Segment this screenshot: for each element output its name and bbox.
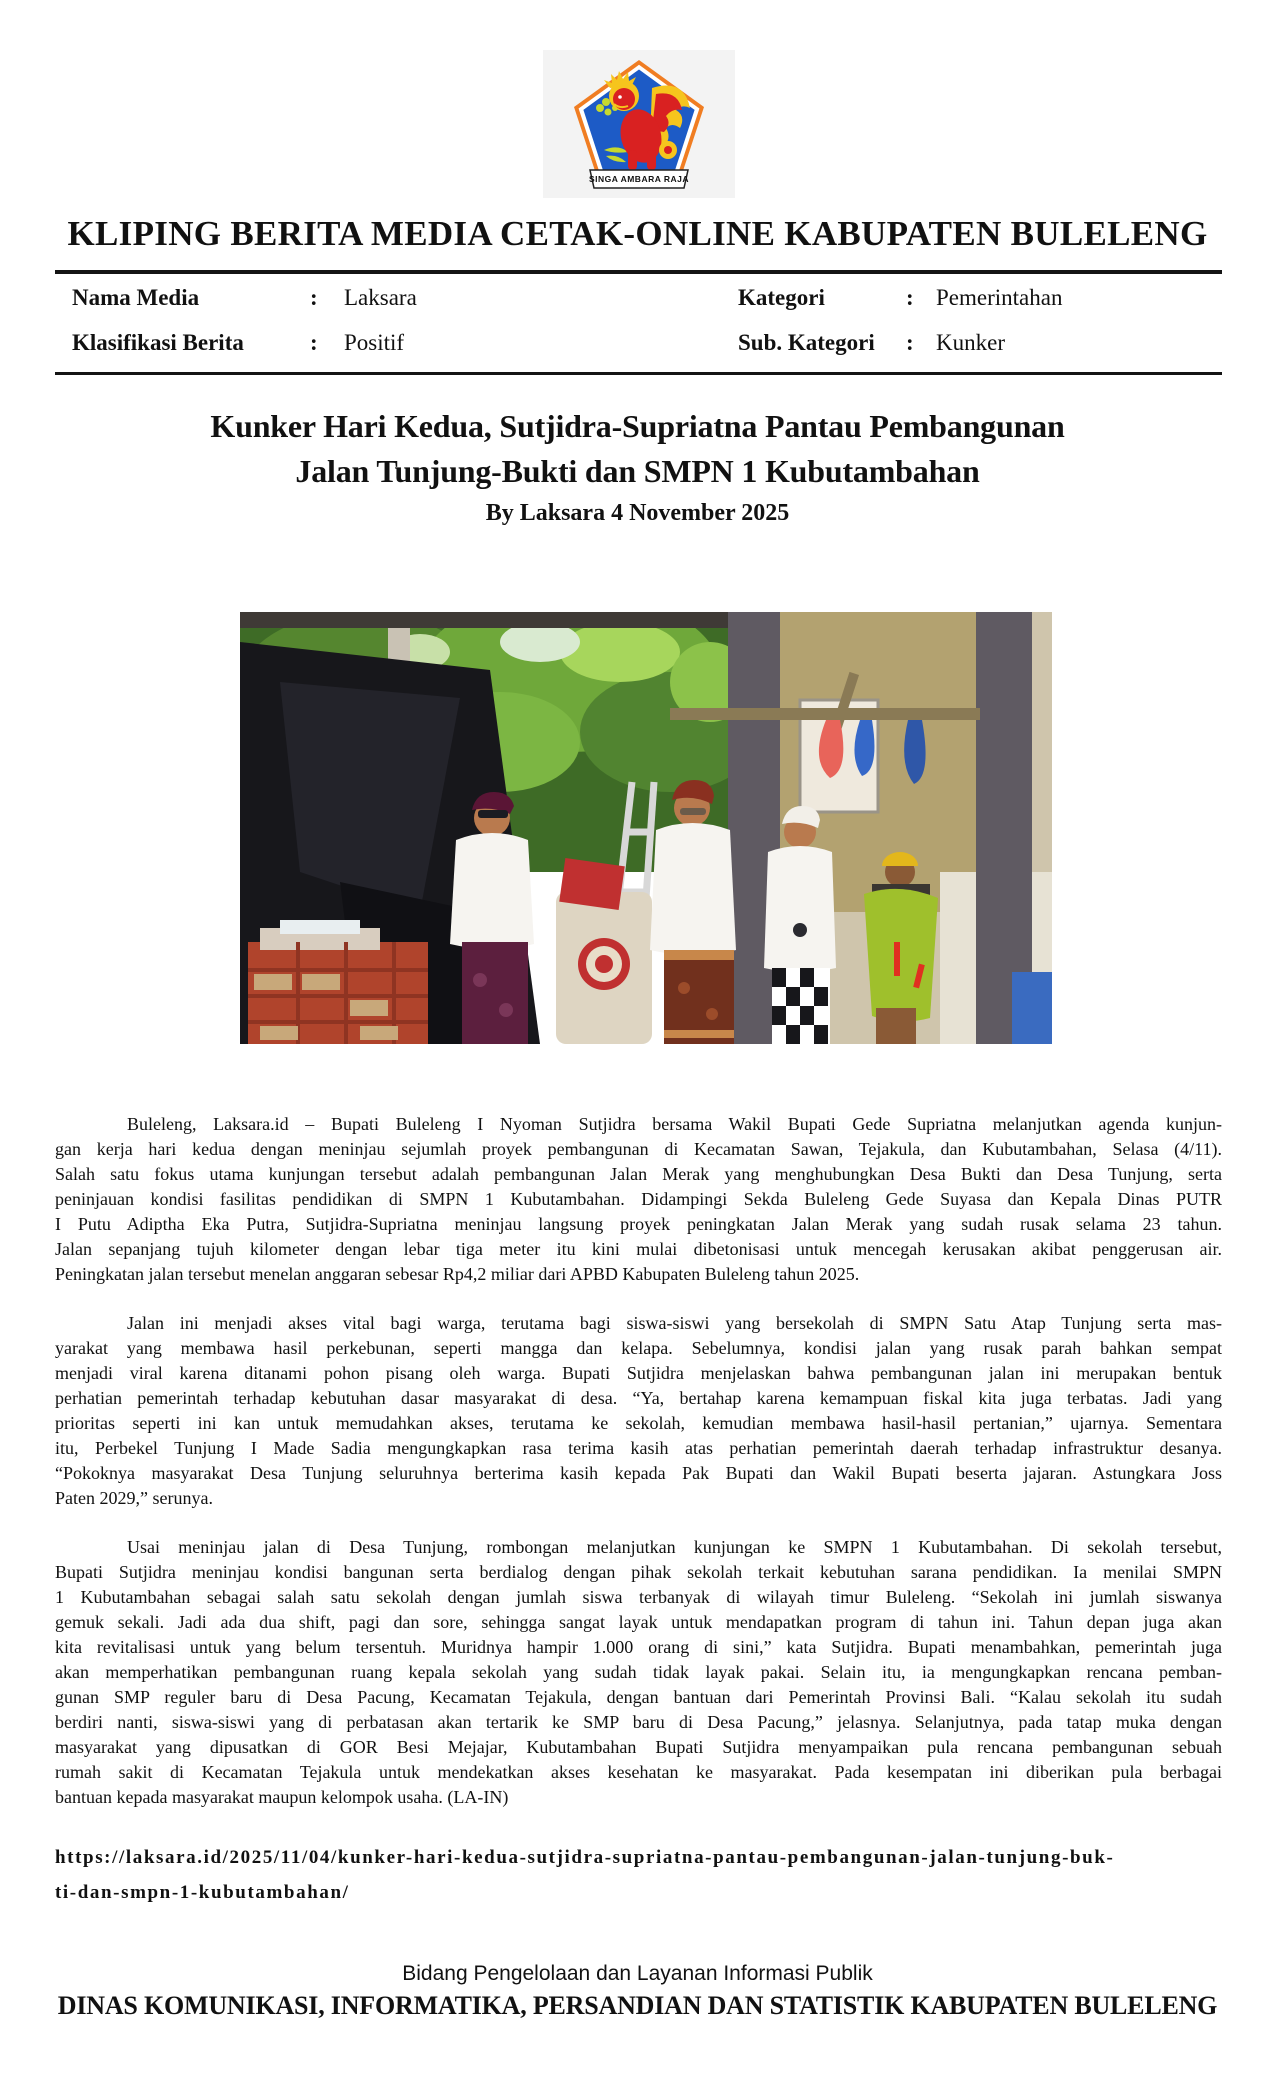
body-line: kita revitalisasi untuk yang belum tersentuh. Muridnya hampir 1.000 orang di sini,” kata Sutjidra. Bupati menambahkan, pemerintah juga (55, 1637, 1222, 1657)
body-line: menjadi viral karena ditanami pohon pisang oleh warga. Bupati Sutjidra menjelaskan bahwa pembangunan jalan ini merupakan bentuk (55, 1363, 1222, 1383)
body-line: perhatian pemerintah terhadap kebutuhan dasar masyarakat di desa. “Ya, bertahap karena kemampuan fiskal kita juga terbatas. Jadi yang (55, 1388, 1222, 1408)
body-line: Usai meninjau jalan di Desa Tunjung, rombongan melanjutkan kunjungan ke SMPN 1 Kubutambahan. Di sekolah tersebut, (127, 1537, 1222, 1557)
meta-colon: : (310, 330, 318, 355)
body-line: rumah sakit di Kecamatan Tejakula untuk mendekatkan akses kesehatan ke masyarakat. Pada kesempatan ini diberikan pula berbagai (55, 1762, 1222, 1782)
body-line: Jalan sepanjang tujuh kilometer dengan lebar tiga meter itu kini mulai dibetonisasi untuk mencegah kerusakan akibat penggerusan air. (55, 1239, 1222, 1259)
meta-value: Pemerintahan (936, 285, 1063, 310)
body-line: berdiri nanti, siswa-siswi yang di perbatasan akan tertarik ke SMP baru di Desa Pacung,” jelasnya. Selanjutnya, pada tatap muka dengan (55, 1712, 1222, 1732)
body-line: “Pokoknya masyarakat Desa Tunjung seluruhnya berterima kasih kepada Pak Bupati dan Wakil Bupati beserta jajaran. Astungkara Joss (55, 1463, 1222, 1483)
source-url-line[interactable]: ti-dan-smpn-1-kubutambahan/ (55, 1882, 350, 1903)
body-line: masyarakat yang dipusatkan di GOR Besi Mejajar, Kubutambahan Bupati Sutjidra menyampaikan pula rencana pembangunan sebuah (55, 1737, 1222, 1757)
footer-unit-name: Bidang Pengelolaan dan Layanan Informasi Publik (402, 1962, 873, 1985)
body-line: I Putu Adiptha Eka Putra, Sutjidra-Supriatna meninjau langsung proyek peningkatan Jalan Merak yang sudah rusak selama 23 tahun. (55, 1214, 1222, 1234)
body-line: 1 Kubutambahan sebagai salah satu sekolah dengan jumlah siswa terbanyak di wilayah timur Buleleng. “Sekolah ini jumlah siswanya (55, 1587, 1222, 1607)
meta-row (72, 285, 738, 330)
footer-agency-name: DINAS KOMUNIKASI, INFORMATIKA, PERSANDIAN DAN STATISTIK KABUPATEN BULELENG (57, 1991, 1218, 2020)
article-paragraph (55, 1311, 1222, 1511)
body-line: Buleleng, Laksara.id – Bupati Buleleng I Nyoman Sutjidra bersama Wakil Bupati Gede Supriatna melanjutkan agenda kunjun- (127, 1114, 1222, 1134)
divider-meta-bottom (55, 372, 1222, 375)
singa-ambara-raja-crest-icon (544, 50, 734, 198)
body-line: prioritas seperti ini kan untuk memudahkan akses, terutama ke sekolah, kemudian membawa hasil-hasil pertanian,” ujarnya. Sementara (55, 1413, 1222, 1433)
headline-line: Jalan Tunjung-Bukti dan SMPN 1 Kubutambahan (295, 453, 980, 489)
body-line: gunan SMP reguler baru di Desa Pacung, Kecamatan Tejakula, dengan bantuan dari Pemerintah Provinsi Bali. “Kalau sekolah itu sudah (55, 1687, 1222, 1707)
blue-tarp-corner (1012, 972, 1052, 1044)
media-meta-table (72, 285, 1222, 375)
page-title: KLIPING BERITA MEDIA CETAK-ONLINE KABUPATEN BULELENG (67, 214, 1208, 253)
body-line: Jalan ini menjadi akses vital bagi warga, terutama bagi siswa-siswi yang bersekolah di SMPN Satu Atap Tunjung serta mas- (127, 1313, 1222, 1333)
meta-label: Sub. Kategori (738, 330, 875, 355)
meta-colon: : (906, 285, 914, 310)
buleleng-crest-logo (543, 50, 735, 198)
crest-banner-text: SINGA AMBARA RAJA (588, 174, 690, 184)
meta-value: Laksara (344, 285, 417, 310)
body-line: yarakat yang membawa hasil perkebunan, seperti mangga dan kelapa. Sebelumnya, kondisi jalan yang rusak parah bahkan sempat (55, 1338, 1222, 1358)
meta-label: Nama Media (72, 285, 200, 310)
meta-label: Klasifikasi Berita (72, 330, 244, 355)
divider-top (55, 270, 1222, 274)
body-line: gemuk sekali. Jadi ada dua shift, pagi dan sore, sehingga sangat layak untuk mendapatkan program di tahun ini. Tahun depan juga akan (55, 1612, 1222, 1632)
meta-colon: : (310, 285, 318, 310)
meta-row (738, 285, 1222, 330)
body-line: bantuan kepada masyarakat maupun kelompok usaha. (LA-IN) (55, 1787, 509, 1807)
meta-column-left (72, 285, 738, 375)
body-line: peninjauan kondisi fasilitas pendidikan di SMPN 1 Kubutambahan. Didampingi Sekda Buleleng Gede Suyasa dan Kepala Dinas PUTR (55, 1189, 1222, 1209)
meta-label: Kategori (738, 285, 825, 310)
body-line: Peningkatan jalan tersebut menelan anggaran sebesar Rp4,2 miliar dari APBD Kabupaten Buleleng tahun 2025. (55, 1264, 860, 1284)
body-line: Bupati Sutjidra meninjau kondisi bangunan serta berdialog dengan pihak sekolah terkait kebutuhan sarana pendidikan. Ia menilai SMPN (55, 1562, 1222, 1582)
meta-colon: : (906, 330, 914, 355)
body-line: itu, Perbekel Tunjung I Made Sadia mengungkapkan rasa terima kasih atas perhatian pemerintah daerah terhadap infrastruktur desanya. (55, 1438, 1222, 1458)
body-line: akan memperhatikan pembangunan ruang kepala sekolah yang sudah tidak layak pakai. Selain itu, ia mengungkapkan rencana pemban- (55, 1662, 1222, 1682)
body-line: Paten 2029,” serunya. (55, 1488, 213, 1508)
meta-row (72, 330, 738, 375)
article-paragraph (55, 1535, 1222, 1810)
article-headline (0, 404, 1275, 494)
article-paragraph (55, 1112, 1222, 1287)
article-byline: By Laksara 4 November 2025 (485, 500, 790, 526)
source-url[interactable] (55, 1840, 1222, 1910)
article-photo (240, 612, 1052, 1044)
cement-sack (556, 858, 652, 1044)
meta-row (738, 330, 1222, 375)
meta-value: Kunker (936, 330, 1005, 355)
headline-line: Kunker Hari Kedua, Sutjidra-Supriatna Pantau Pembangunan (210, 408, 1065, 444)
meta-column-right (738, 285, 1222, 375)
poleng-checkered-sarong (772, 968, 830, 1044)
article-body (55, 1112, 1222, 1834)
body-line: gan kerja hari kedua dengan meninjau sejumlah proyek pembangunan di Kecamatan Sawan, Tejakula, dan Kubutambahan, Selasa (4/11). (55, 1139, 1222, 1159)
source-url-line[interactable]: https://laksara.id/2025/11/04/kunker-hari-kedua-sutjidra-supriatna-pantau-pembangunan-jalan-tunjung-buk- (55, 1847, 1115, 1868)
meta-value: Positif (344, 330, 405, 355)
body-line: Salah satu fokus utama kunjungan tersebut adalah pembangunan Jalan Merak yang menghubungkan Desa Bukti dan Desa Tunjung, serta (55, 1164, 1222, 1184)
